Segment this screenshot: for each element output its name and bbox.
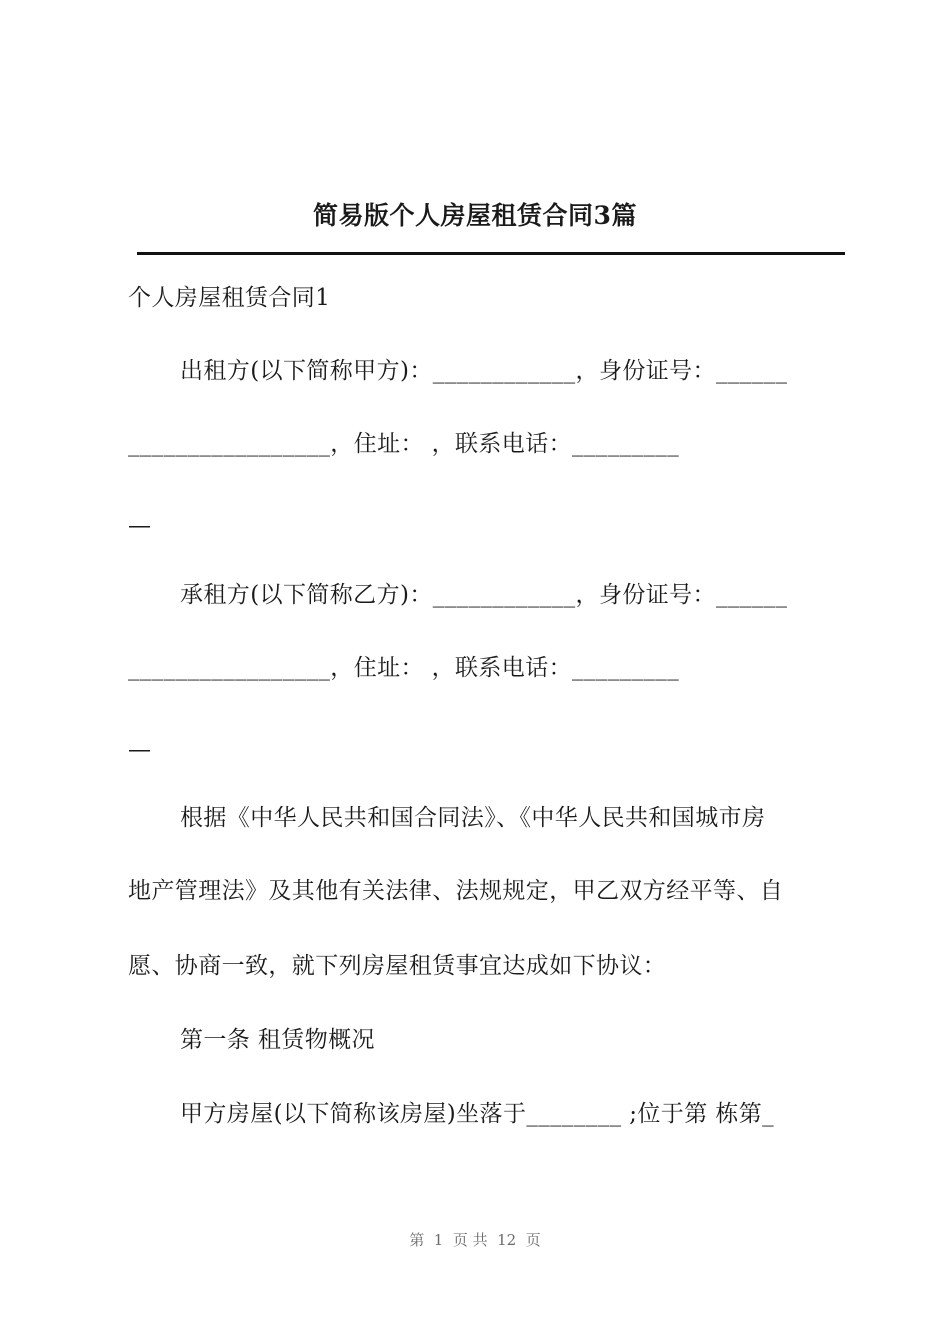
document-title: 简易版个人房屋租赁合同3篇: [313, 201, 637, 230]
paragraph-line: 愿、协商一致，就下列房屋租赁事宜达成如下协议：: [128, 953, 667, 979]
paragraph-line: 甲方房屋(以下简称该房屋)坐落于________ ;位于第 栋第_: [180, 1101, 775, 1127]
page-number-footer: 第 1 页 共 12 页: [409, 1231, 541, 1249]
paragraph-line: 地产管理法》及其他有关法律、法规规定，甲乙双方经平等、自: [128, 878, 784, 904]
paragraph-line: —: [128, 737, 152, 763]
paragraph-line: 承租方(以下简称乙方)：____________，身份证号：______: [180, 582, 788, 608]
title-divider: [137, 252, 845, 255]
paragraph-line: 出租方(以下简称甲方)：____________，身份证号：______: [180, 358, 788, 384]
paragraph-line: —: [128, 513, 152, 539]
paragraph-line: _________________，住址： ，联系电话：_________: [128, 431, 680, 457]
article-heading: 第一条 租赁物概况: [180, 1027, 375, 1053]
section-heading: 个人房屋租赁合同1: [128, 285, 331, 311]
paragraph-line: 根据《中华人民共和国合同法》、《中华人民共和国城市房: [180, 805, 766, 831]
paragraph-line: _________________，住址： ，联系电话：_________: [128, 655, 680, 681]
